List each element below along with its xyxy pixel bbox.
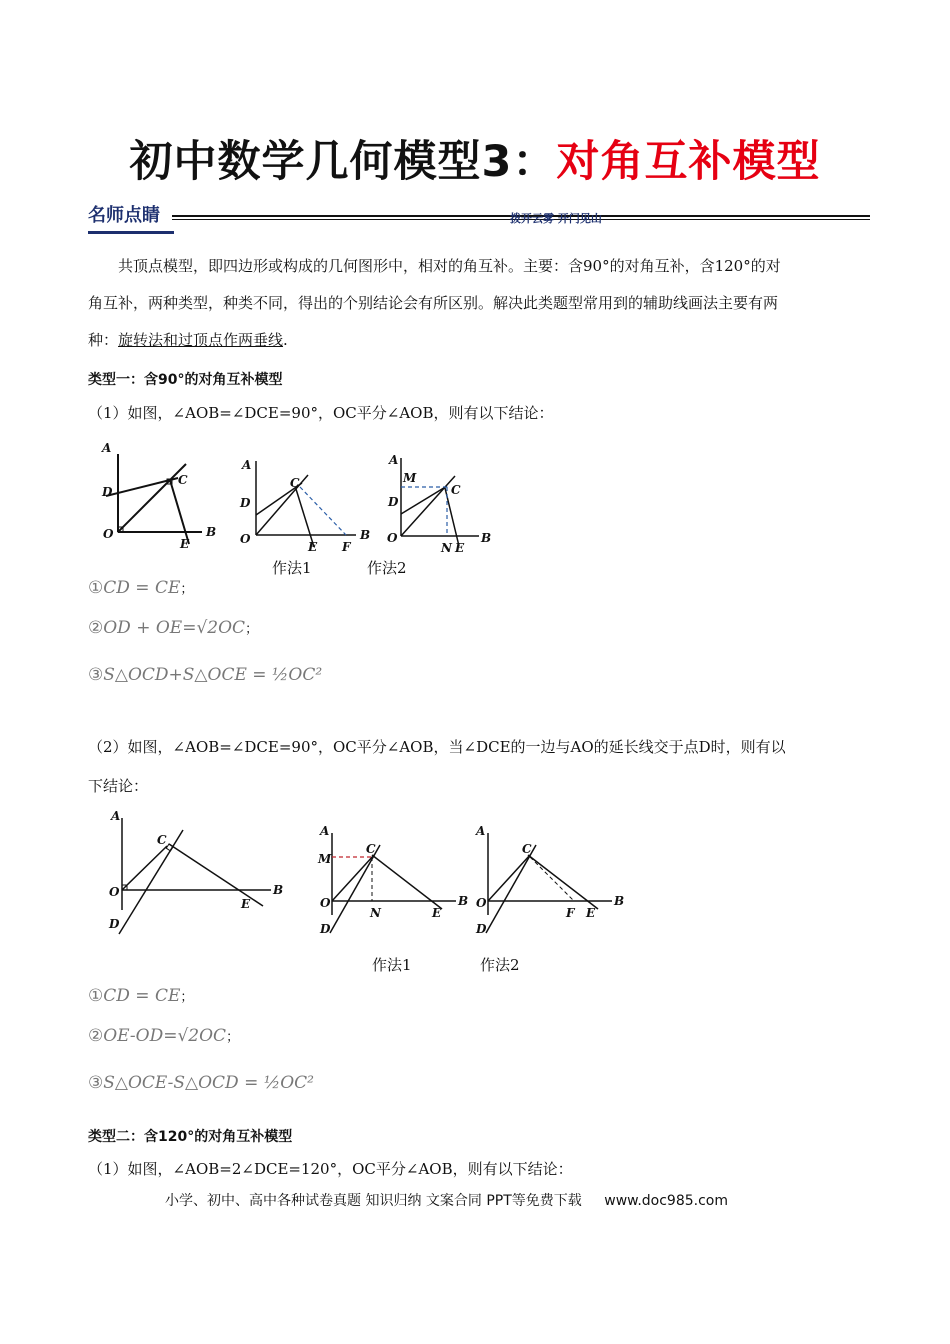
label-d: D [320,922,331,936]
conclusion-1-2: ②OD + OE=√2OC； [88,618,259,638]
footer-text: 小学、初中、高中各种试卷真题 知识归纳 文案合同 PPT等免费下载 [165,1193,582,1209]
label-d: D [476,922,487,936]
conclusion-1-1: ①CD = CE； [88,578,194,598]
intro-line-1: 共顶点模型，即四边形或构成的几何图形中，相对的角互补。主要：含90°的对角互补，含120°的对 [118,257,781,275]
label-o: O [240,532,251,546]
caption2-method-2: 作法2 [480,956,520,974]
label-b: B [614,894,625,908]
type1-case1: （1）如图，∠AOB=∠DCE=90°，OC平分∠AOB，则有以下结论： [88,404,554,422]
label-c: C [290,476,300,490]
label-b: B [458,894,469,908]
banner-tag-underline [88,231,174,234]
page-title [0,128,950,189]
conclusion-2-2: ②OE-OD=√2OC； [88,1026,240,1046]
label-d: D [102,485,113,499]
type2-case1: （1）如图，∠AOB=2∠DCE=120°，OC平分∠AOB，则有以下结论： [88,1160,573,1178]
type1-heading: 类型一：含90°的对角互补模型 [88,372,283,388]
label-o: O [320,896,331,910]
type1-case2-line2: 下结论： [88,777,149,795]
label-e: E [586,906,596,920]
fig-line-dc [486,845,536,933]
intro-line-2: 角互补，两种类型，种类不同，得出的个别结论会有所区别。解决此类题型常用到的辅助线画法主要有两 [88,294,779,312]
label-b: B [481,531,492,545]
fig-dashed-cf [530,857,574,901]
footer-url[interactable]: www.doc985.com [604,1193,728,1209]
label-e: E [308,540,318,554]
label-a: A [389,453,399,467]
figure-2b [318,825,478,940]
label-e: E [455,541,465,555]
label-c: C [451,483,461,497]
fig-right-angle-c [166,844,173,851]
label-d: D [240,496,251,510]
caption2-method-1: 作法1 [372,956,412,974]
fig-line-oc [332,855,374,901]
label-d: D [109,917,120,931]
conclusion-1-3: ③S△OCD+S△OCE = ½OC² [88,665,323,685]
caption-method-2: 作法2 [367,559,407,577]
banner-tag: 名师点睛 [88,205,160,226]
title-part2: 对角互补模型 [556,137,821,187]
label-n: N [441,541,452,555]
label-b: B [360,528,371,542]
section-banner [88,198,870,238]
conclusion-2-1: ①CD = CE； [88,986,194,1006]
label-b: B [273,883,284,897]
figure-2a [105,810,295,940]
fig-line-ce [296,489,314,547]
label-f: F [342,540,351,554]
label-a: A [102,441,112,455]
label-a: A [320,824,330,838]
label-c: C [366,842,376,856]
label-c: C [157,833,167,847]
label-n: N [370,906,381,920]
label-a: A [111,809,121,823]
figure-1a [100,438,220,550]
type2-heading: 类型二：含120°的对角互补模型 [88,1129,293,1145]
title-part1: 初中数学几何模型3： [129,137,557,187]
label-b: B [206,525,217,539]
label-e: E [432,906,442,920]
label-o: O [476,896,487,910]
figure-1b [238,455,371,555]
label-m: M [403,471,417,485]
label-o: O [109,885,120,899]
type1-case2-line1: （2）如图，∠AOB=∠DCE=90°，OC平分∠AOB，当∠DCE的一边与AO的延长线交于点D时，则有以 [88,738,786,756]
label-d: D [388,495,399,509]
intro-paragraph [88,248,864,359]
label-c: C [178,473,188,487]
fig-line-ce [170,480,189,544]
fig-line-oc [401,476,455,536]
label-f: F [566,906,575,920]
banner-slogan: 拨开云雾 开门见山 [510,212,602,225]
label-m: M [318,852,332,866]
conclusion-2-3: ③S△OCE-S△OCD = ½OC² [88,1073,314,1093]
fig-line-oc [488,855,530,901]
figure-1c [385,450,505,555]
intro-line-3-prefix: 种： [88,331,119,349]
label-o: O [387,531,398,545]
label-c: C [522,842,532,856]
page-footer [165,1190,728,1210]
intro-underlined: 旋转法和过顶点作两垂线 [118,331,284,349]
label-o: O [103,527,114,541]
fig-dashed-cf [300,487,346,535]
fig-line-dc [119,830,183,934]
intro-line-3-suffix: . [283,331,288,349]
label-e: E [180,537,190,551]
caption-method-1: 作法1 [272,559,312,577]
intro-line-3 [88,322,864,359]
label-e: E [241,897,251,911]
figure-2c [474,825,634,940]
label-a: A [242,458,252,472]
label-a: A [476,824,486,838]
